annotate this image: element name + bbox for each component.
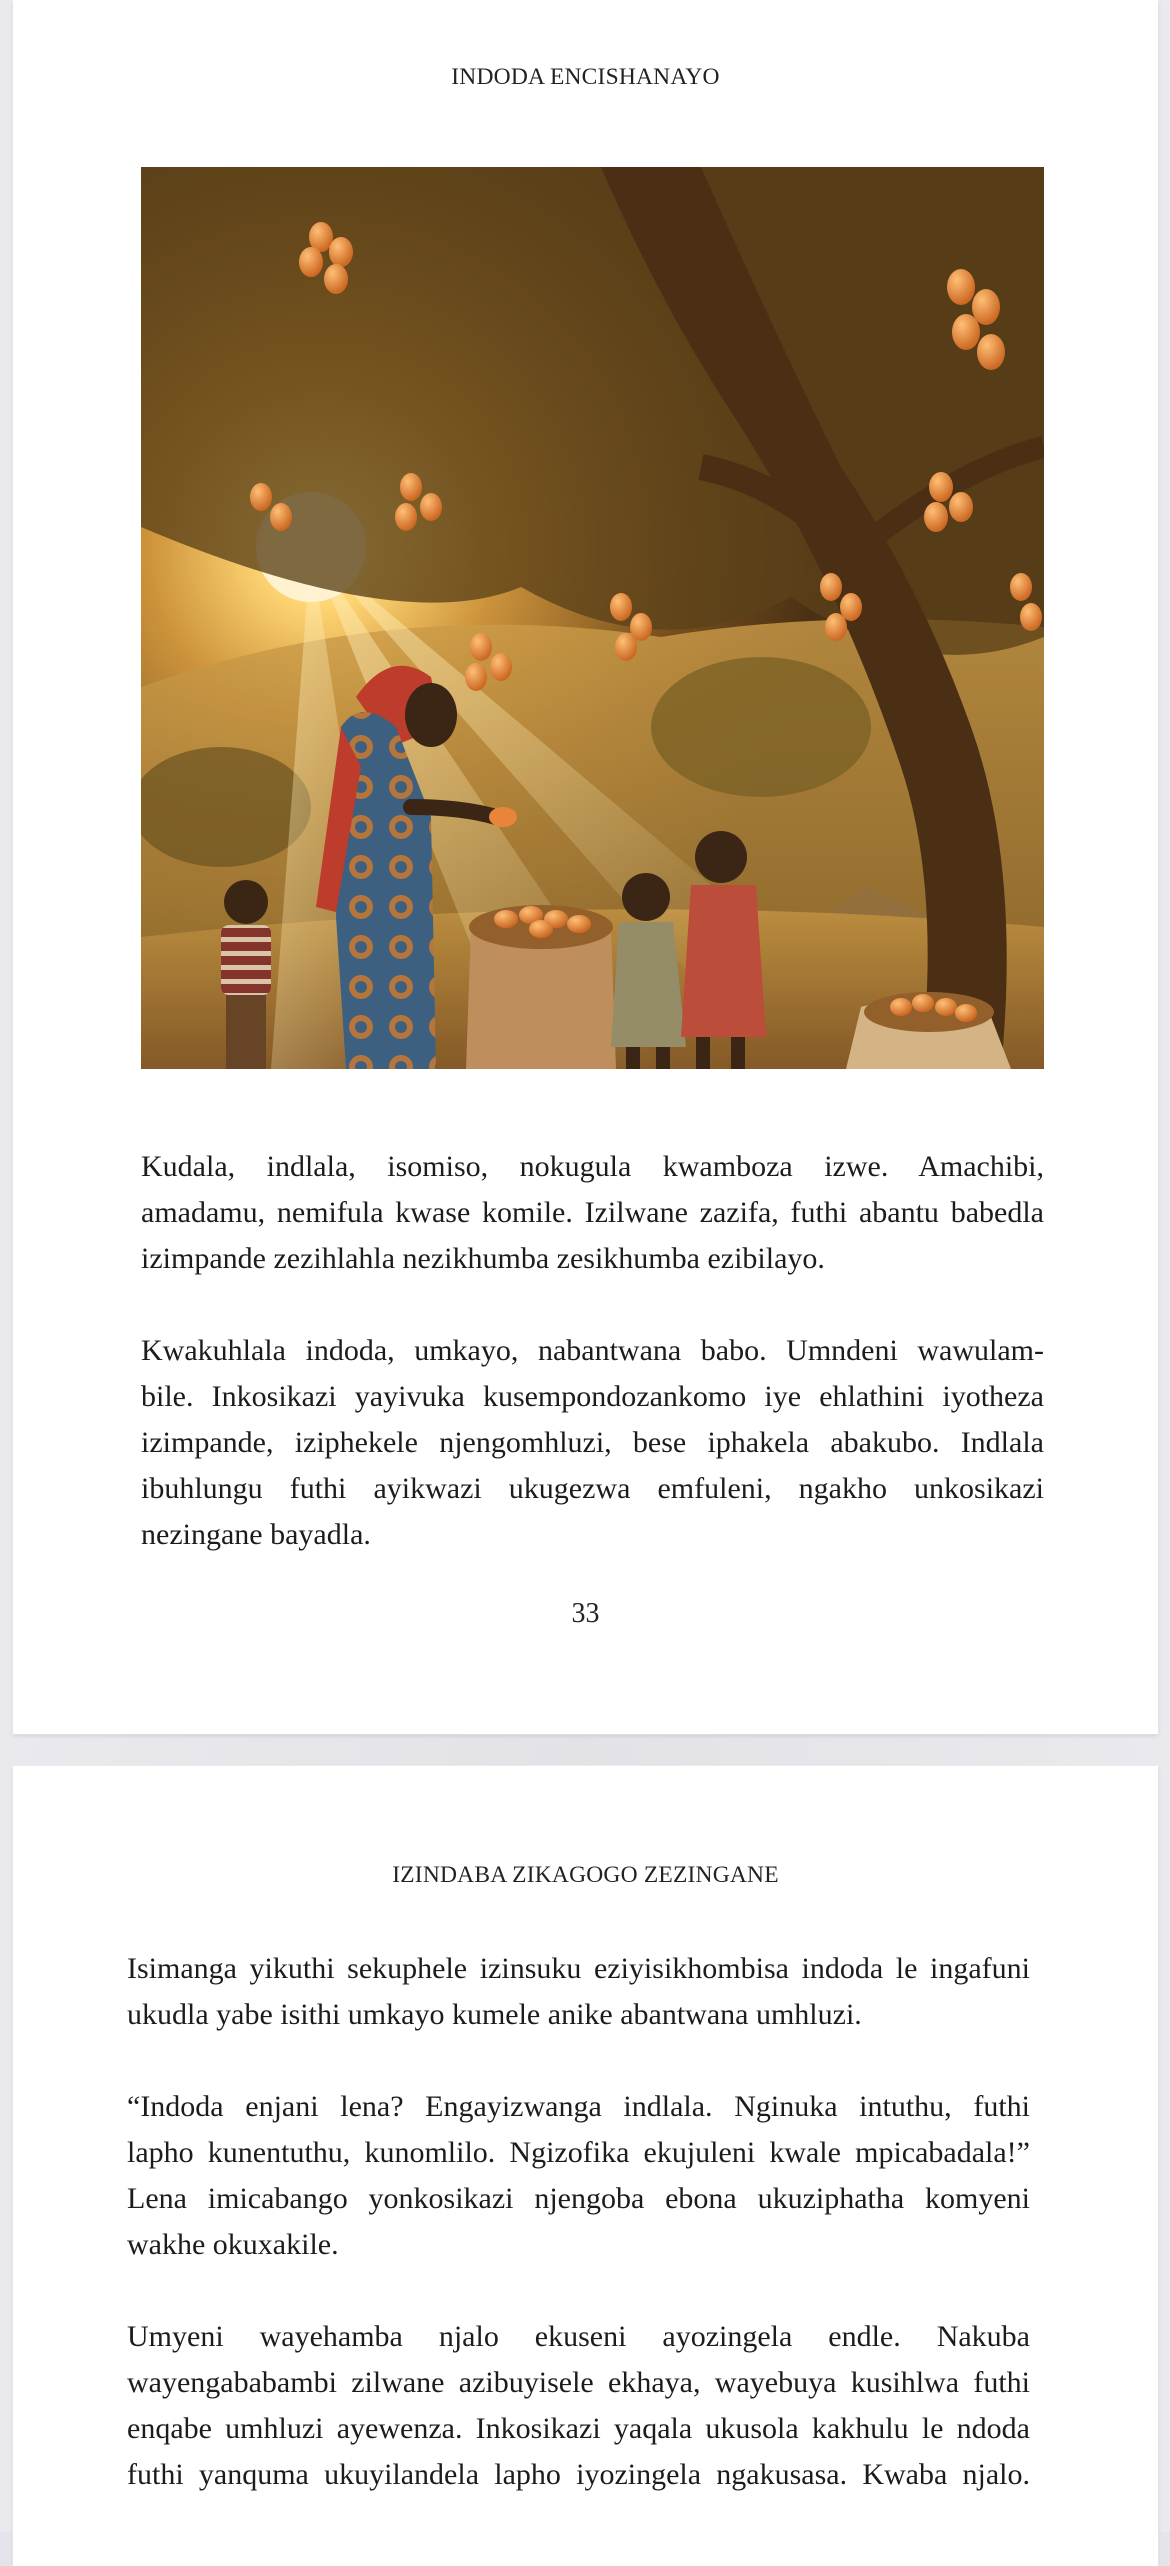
text-line: wakhe okuxakile. (127, 2228, 339, 2261)
text-line: Lena imicabango yonkosikazi njengoba ebona ukuziphatha komyeni (127, 2182, 1030, 2215)
text-line: lapho kunentuthu, kunomlilo. Ngizofika ekujuleni kwale mpicabadala!” (127, 2136, 1030, 2169)
story-illustration (141, 167, 1044, 1069)
paragraph-1 (127, 1946, 1030, 2038)
paragraph-1 (141, 1144, 1044, 1282)
text-line: Umyeni wayehamba njalo ekuseni ayozingela endle. Nakuba (127, 2320, 1030, 2353)
text-line: bile. Inkosikazi yayivuka kusempondozankomo iye ehlathini iyotheza (141, 1380, 1044, 1413)
text-line: enqabe umhluzi ayewenza. Inkosikazi yaqala ukusola kakhulu le ndoda (127, 2412, 1030, 2445)
running-head: IZINDABA ZIKAGOGO ZEZINGANE (392, 1862, 779, 1888)
page-number: 33 (571, 1598, 600, 1629)
paragraph-3 (127, 2314, 1030, 2498)
text-line: nezingane bayadla. (141, 1518, 371, 1551)
text-line: izimpande, iziphekele njengomhluzi, bese iphakela abakubo. Indlala (141, 1426, 1044, 1459)
body-text (141, 1144, 1044, 1604)
book-page-34 (13, 1766, 1158, 2566)
text-line: izimpande zezihlahla nezikhumba zesikhumba ezibilayo. (141, 1242, 825, 1275)
mango-tree-family-image (141, 167, 1044, 1069)
text-line: ukudla yabe isithi umkayo kumele anike abantwana umhluzi. (127, 1998, 862, 2031)
text-line: wayengababambi zilwane azibuyisele ekhaya, wayebuya kusihlwa futhi (127, 2366, 1030, 2399)
text-line: ibuhlungu futhi ayikwazi ukugezwa emfuleni, ngakho unkosikazi (141, 1472, 1044, 1505)
text-line: amadamu, nemifula kwase komile. Izilwane zazifa, futhi abantu babedla (141, 1196, 1044, 1229)
text-line: Kudala, indlala, isomiso, nokugula kwamboza izwe. Amachibi, (141, 1150, 1044, 1183)
body-text (127, 1946, 1030, 2544)
text-line: Isimanga yikuthi sekuphele izinsuku eziyisikhombisa indoda le ingafuni (127, 1952, 1030, 1985)
running-head: INDODA ENCISHANAYO (451, 64, 720, 90)
book-page-33 (13, 0, 1158, 1734)
text-line: Kwakuhlala indoda, umkayo, nabantwana babo. Umndeni wawulam- (141, 1334, 1044, 1367)
text-line: futhi yanquma ukuyilandela lapho iyozingela ngakusasa. Kwaba njalo. (127, 2458, 1030, 2491)
paragraph-2 (141, 1328, 1044, 1558)
paragraph-2 (127, 2084, 1030, 2268)
text-line: “Indoda enjani lena? Engayizwanga indlala. Nginuka intuthu, futhi (127, 2090, 1030, 2123)
